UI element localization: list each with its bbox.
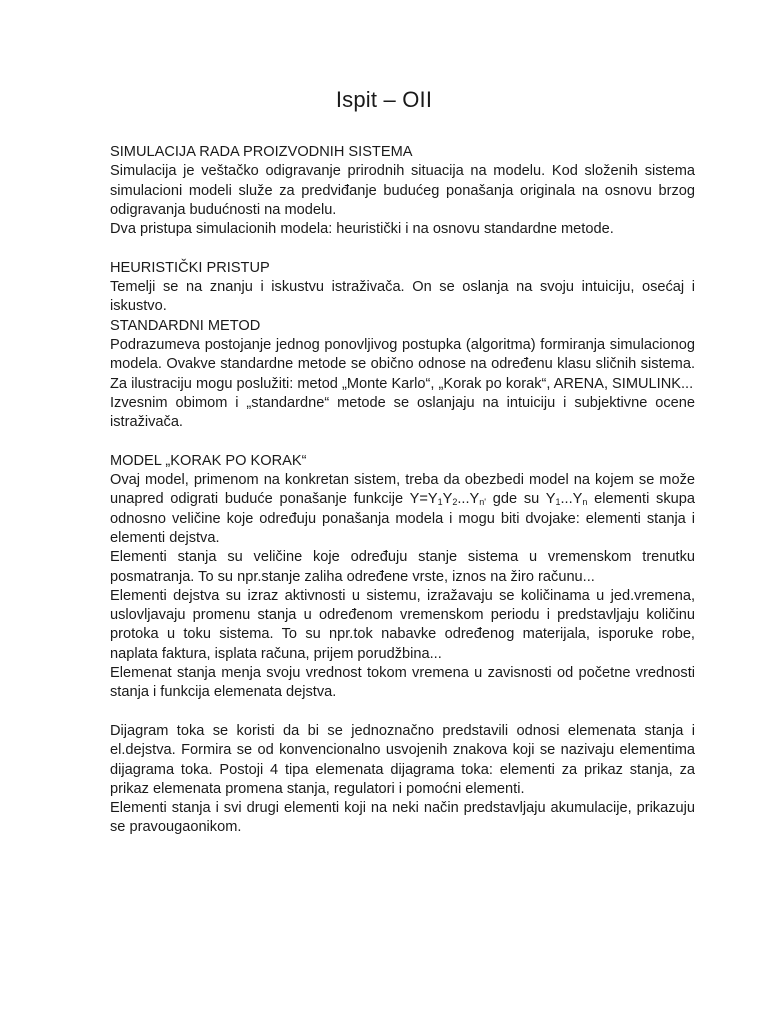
- subscript: n': [479, 497, 486, 508]
- section-heading-heuristicki: HEURISTIČKI PRISTUP: [110, 259, 270, 276]
- paragraph-dijagram-1: Dijagram toka se koristi da bi se jednoznačno predstavili odnosi elemenata stanja i el.dejstva. Formira se od konvencionalno usvojenih znakova koji se nazivaju elementima dijagrama toka. Postoji 4 tipa elemenata dijagrama toka: elementi za prikaz stanja, za prikaz elemenata promena stanja, regulatori i pomoćni elementi.: [110, 722, 695, 797]
- section-heading-simulacija: SIMULACIJA RADA PROIZVODNIH SISTEMA: [110, 144, 413, 160]
- document-body: [110, 143, 695, 838]
- subscript: 2: [452, 497, 458, 508]
- spacer: [110, 239, 695, 258]
- paragraph-dijagram-2: Elementi stanja i svi drugi elementi koji na neki način predstavljaju akumulacije, prikazuju se pravougaonikom.: [110, 800, 695, 836]
- paragraph-korak-3: Elementi dejstva su izraz aktivnosti u sistemu, izražavaju se količinama u jed.vremena, uslovljavaju promenu stanja u određenom vremenskom periodu i predstavljaju količinu protoka u toku sistema. To su npr.tok nabavke određenog materijala, isporuke robe, naplata faktura, isplata računa, prijem porudžbina...: [110, 587, 695, 662]
- paragraph-simulacija-2: Dva pristupa simulacionih modela: heuristički i na osnovu standardne metode.: [110, 221, 614, 238]
- subscript: 1: [555, 497, 561, 508]
- section-heading-korak: MODEL „KORAK PO KORAK“: [110, 452, 307, 469]
- paragraph-standardni-1: Podrazumeva postojanje jednog ponovljivog postupka (algoritma) formiranja simulacionog modela. Ovakve standardne metode se obično odnose na određenu klasu sličnih sistema. Za ilustraciju mogu poslužiti: metod „Monte Karlo“, „Korak po korak“, ARENA, SIMULINK...: [110, 336, 695, 392]
- paragraph-standardni-2: Izvesnim obimom i „standardne“ metode se oslanjaju na intuiciju i subjektivne ocene istraživača.: [110, 394, 695, 431]
- text-run: gde su Y: [486, 491, 556, 508]
- paragraph-heuristicki-1: Temelji se na znanju i iskustvu istraživača. On se oslanja na svoju intuiciju, osećaj i iskustvo.: [110, 279, 695, 315]
- document-title: Ispit – OII: [335, 87, 433, 112]
- spacer: [110, 703, 695, 722]
- subscript: n: [582, 497, 588, 508]
- section-heading-standardni: STANDARDNI METOD: [110, 317, 261, 334]
- text-run: ...Y: [560, 491, 583, 508]
- subscript: 1: [437, 497, 443, 508]
- paragraph-korak-1: [110, 471, 695, 548]
- text-run: elementi skupa odnosno veličine koje određuju ponašanja modela i mogu biti dvojake: elementi stanja i elementi dejstva.: [110, 491, 695, 546]
- paragraph-korak-4: Elemenat stanja menja svoju vrednost tokom vremena u zavisnosti od početne vrednosti stanja i funkcija elemenata dejstva.: [110, 665, 695, 701]
- paragraph-korak-2: Elementi stanja su veličine koje određuju stanje sistema u vremenskom trenutku posmatranja. To su npr.stanje zaliha određene vrste, iznos na žiro računu...: [110, 549, 695, 585]
- text-run: Y: [442, 491, 453, 508]
- text-run: Ovaj model, primenom na konkretan sistem, treba da obezbedi model na kojem se može unapred odigrati buduće ponašanje funkcije Y=Y: [110, 472, 695, 508]
- spacer: [110, 432, 695, 451]
- paragraph-simulacija-1: Simulacija je veštačko odigravanje prirodnih situacija na modelu. Kod složenih sistema simulacioni modeli služe za predviđanje budućeg ponašanja originala na osnovu brzog odigravanja budućnosti na modelu.: [110, 163, 695, 218]
- text-run: ...Y: [457, 491, 480, 508]
